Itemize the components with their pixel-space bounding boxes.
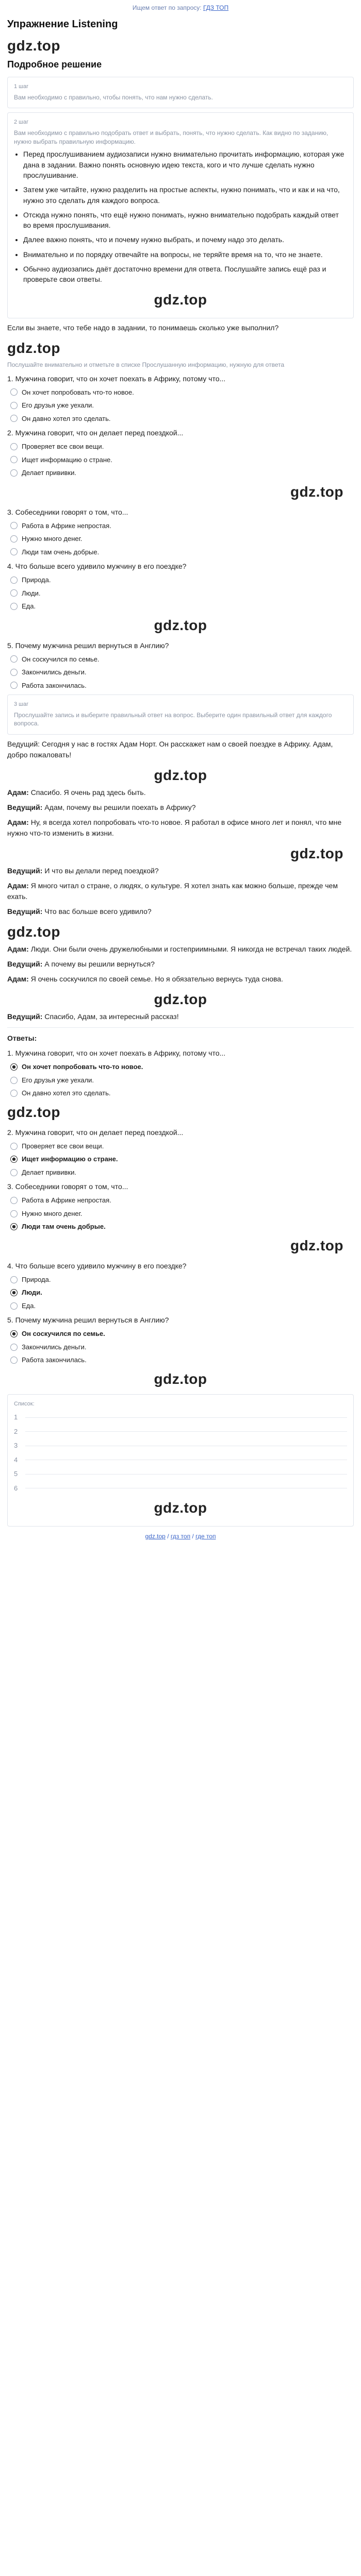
option-label: Люди.	[22, 1289, 42, 1297]
brand-logo: gdz.top	[154, 291, 207, 308]
answer-option[interactable]	[10, 1329, 354, 1339]
option-label: Люди там очень добрые.	[22, 548, 100, 556]
brand-logo: gdz.top	[154, 617, 207, 633]
line-text: Я много читал о стране, о людях, о культуре. Я хотел знать как можно больше, прежде чем ехать.	[7, 882, 338, 901]
radio-checked-icon[interactable]	[10, 1156, 18, 1163]
answer-option[interactable]	[10, 1287, 354, 1298]
numbered-list	[14, 1412, 347, 1493]
brand-logo: gdz.top	[7, 1104, 61, 1120]
option-label: Он соскучился по семье.	[22, 1330, 105, 1338]
answers-title: Ответы:	[7, 1034, 37, 1043]
line-text: Ну, я всегда хотел попробовать что-то новое. Я работал в офисе много лет и понял, что мне нужно что-то изменить в жизни.	[7, 818, 342, 838]
option-label: Работа закончилась.	[22, 1356, 87, 1364]
answer-option[interactable]	[10, 1062, 354, 1072]
prompt-intro: Если вы знаете, что тебе надо в задании, то понимаешь сколько уже выполнил?	[7, 323, 279, 332]
dialog-line	[7, 787, 354, 798]
line-text: Что вас больше всего удивило?	[44, 907, 152, 916]
option-label: Работа закончилась.	[22, 681, 87, 689]
answer-option[interactable]	[10, 1301, 354, 1311]
question-text: 5. Почему мужчина решил вернуться в Англию?	[7, 1316, 169, 1325]
prompt-instruction: Послушайте внимательно и отметьте в списке Прослушанную информацию, нужную для ответа	[7, 361, 285, 368]
answer-option[interactable]	[10, 1154, 354, 1164]
task-card-2	[7, 112, 354, 318]
question-text: 4. Что больше всего удивило мужчину в его поездке?	[7, 1261, 187, 1270]
brand-logo: gdz.top	[154, 767, 207, 784]
brand-logo: gdz.top	[290, 845, 343, 862]
dialog-intro: Ведущий: Сегодня у нас в гостях Адам Норт. Он расскажет нам о своей поездке в Африку. Адам, добро пожаловать!	[7, 740, 333, 759]
task-text: Вам необходимо с правильно подобрать ответ и выбрать, понять, что нужно сделать. Как видно по заданию, нужно выбрать правильную информацию.	[14, 129, 329, 145]
page-subtitle: Подробное решение	[7, 59, 102, 70]
answer-option[interactable]	[10, 1355, 354, 1365]
blank-line	[25, 1431, 347, 1432]
divider	[7, 1027, 354, 1028]
radio-icon[interactable]	[10, 402, 18, 409]
radio-icon[interactable]	[10, 577, 18, 584]
speaker: Ведущий:	[7, 1012, 43, 1021]
line-text: Адам, почему вы решили поехать в Африку?	[44, 803, 196, 812]
list-title: Список:	[14, 1400, 35, 1407]
line-text: И что вы делали перед поездкой?	[44, 867, 159, 875]
radio-icon[interactable]	[10, 589, 18, 597]
answer-option[interactable]	[10, 455, 354, 465]
question-text: 2. Мужчина говорит, что он делает перед поездкой...	[7, 1128, 184, 1137]
radio-icon[interactable]	[10, 603, 18, 610]
answer-option[interactable]	[10, 681, 354, 691]
option-label: Он давно хотел это сделать.	[22, 414, 111, 422]
page-title: Упражнение Listening	[7, 19, 118, 30]
option-label: Проверяет все свои вещи.	[22, 1142, 104, 1150]
task-text: Вам необходимо с правильно, чтобы понять, что нам нужно сделать.	[14, 93, 213, 101]
option-label: Закончились деньги.	[22, 668, 87, 676]
radio-icon[interactable]	[10, 1197, 18, 1204]
answer-option[interactable]	[10, 1222, 354, 1232]
answer-option[interactable]	[10, 1275, 354, 1285]
answer-option[interactable]	[10, 1167, 354, 1178]
option-label: Природа.	[22, 1275, 51, 1283]
option-label: Он соскучился по семье.	[22, 655, 100, 663]
brand-logo: gdz.top	[154, 1500, 207, 1516]
answer-option[interactable]	[10, 1075, 354, 1086]
radio-icon[interactable]	[10, 1169, 18, 1176]
answer-option[interactable]	[10, 468, 354, 478]
answer-option[interactable]	[10, 442, 354, 452]
answer-option[interactable]	[10, 400, 354, 411]
list-item: • Перед прослушиванием аудиозаписи нужно внимательно прочитать информацию, которая уже дана в задании. Важно понять основную идею текста, кого и что лучше сделать нужно прослушивание.	[23, 149, 347, 180]
item-number: 4	[14, 1455, 18, 1464]
radio-icon[interactable]	[10, 548, 18, 555]
speaker: Адам:	[7, 788, 29, 797]
answer-option[interactable]	[10, 1195, 354, 1206]
task-card-3	[7, 694, 354, 735]
top-notice-link[interactable]: ГДЗ ТОП	[203, 4, 229, 11]
speaker: Ведущий:	[7, 867, 43, 875]
option-label: Его друзья уже уехали.	[22, 1076, 94, 1084]
speaker: Ведущий:	[7, 907, 43, 916]
radio-icon[interactable]	[10, 522, 18, 529]
option-label: Люди.	[22, 589, 41, 597]
brand-logo: gdz.top	[7, 38, 61, 54]
answer-option[interactable]	[10, 521, 354, 531]
dialog-transcript	[7, 739, 354, 1022]
blank-line	[25, 1417, 347, 1418]
dialog-line	[7, 974, 354, 985]
line-text: Спасибо. Я очень рад здесь быть.	[30, 788, 146, 797]
brand-logo: gdz.top	[154, 1370, 207, 1387]
option-label: Его друзья уже уехали.	[22, 401, 94, 410]
dialog-line	[7, 880, 354, 902]
list-item	[14, 1483, 347, 1494]
answer-option[interactable]	[10, 654, 354, 665]
question-text: 3. Собеседники говорят о том, что...	[7, 1182, 128, 1191]
option-label: Природа.	[22, 576, 51, 584]
brand-logo: gdz.top	[154, 991, 207, 1008]
dialog-line	[7, 802, 354, 813]
answer-option[interactable]	[10, 667, 354, 677]
radio-checked-icon[interactable]	[10, 1063, 18, 1071]
list-item	[14, 1412, 347, 1422]
speaker: Ведущий:	[7, 960, 43, 969]
answer-option[interactable]	[10, 601, 354, 612]
footer-separator: /	[165, 1533, 171, 1540]
answer-option[interactable]	[10, 387, 354, 398]
footer-separator: /	[190, 1533, 196, 1540]
dialog-line	[7, 944, 354, 955]
task-number: 1 шаг	[14, 83, 29, 90]
option-label: Ищет информацию о стране.	[22, 1155, 118, 1163]
option-label: Работа в Африке непростая.	[22, 521, 111, 530]
list-card	[7, 1394, 354, 1527]
speaker: Адам:	[7, 818, 29, 827]
radio-icon[interactable]	[10, 415, 18, 422]
top-notice-prefix: Ищем ответ по запросу:	[132, 4, 203, 11]
list-item: • Отсюда нужно понять, что ещё нужно понимать, нужно внимательно подобрать каждый ответ во время прослушивания.	[23, 210, 347, 231]
list-item	[14, 1440, 347, 1451]
option-label: Люди там очень добрые.	[22, 1223, 106, 1231]
list-item: • Затем уже читайте, нужно разделить на простые аспекты, нужно понимать, что и как и на что, нужно это сделать для каждого вопроса.	[23, 184, 347, 206]
question-text: 3. Собеседники говорят о том, что...	[7, 507, 128, 516]
brand-logo: gdz.top	[290, 1237, 343, 1253]
option-label: Проверяет все свои вещи.	[22, 443, 104, 451]
option-label: Он хочет попробовать что-то новое.	[22, 388, 134, 396]
blank-line	[25, 1474, 347, 1475]
option-label: Делает прививки.	[22, 469, 76, 477]
radio-icon[interactable]	[10, 669, 18, 676]
brand-logo: gdz.top	[290, 483, 343, 500]
radio-checked-icon[interactable]	[10, 1223, 18, 1230]
footer	[7, 1532, 354, 1541]
dialog-line	[7, 959, 354, 970]
question-text: 4. Что больше всего удивило мужчину в его поездке?	[7, 562, 187, 571]
footer-link[interactable]: gdz.top	[145, 1533, 166, 1540]
list-item	[14, 1427, 347, 1437]
item-number: 6	[14, 1484, 18, 1492]
radio-icon[interactable]	[10, 1143, 18, 1150]
list-item	[14, 1469, 347, 1479]
list-item: • Далее важно понять, что и почему нужно выбрать, и почему надо это делать.	[23, 234, 347, 245]
line-text: Спасибо, Адам, за интересный рассказ!	[44, 1012, 179, 1021]
footer-link[interactable]: где топ	[195, 1533, 216, 1540]
dialog-line	[7, 866, 354, 876]
option-label: Он хочет попробовать что-то новое.	[22, 1063, 143, 1071]
radio-icon[interactable]	[10, 1302, 18, 1310]
task-text: Прослушайте запись и выберите правильный ответ на вопрос. Выберите один правильный ответ для каждого вопроса.	[14, 711, 332, 727]
speaker: Адам:	[7, 945, 29, 954]
option-label: Делает прививки.	[22, 1168, 76, 1176]
item-number: 3	[14, 1442, 18, 1450]
answer-option[interactable]	[10, 1342, 354, 1352]
question-text: 1. Мужчина говорит, что он хочет поехать в Африку, потому что...	[7, 1049, 226, 1058]
option-label: Нужно много денег.	[22, 535, 83, 543]
dialog-line	[7, 1011, 354, 1022]
radio-icon[interactable]	[10, 1077, 18, 1084]
item-number: 2	[14, 1427, 18, 1435]
answer-option[interactable]	[10, 414, 354, 424]
radio-checked-icon[interactable]	[10, 1289, 18, 1296]
dialog-line	[7, 906, 354, 917]
option-label: Он давно хотел это сделать.	[22, 1089, 111, 1097]
radio-icon[interactable]	[10, 469, 18, 477]
option-label: Ищет информацию о стране.	[22, 455, 112, 464]
radio-icon[interactable]	[10, 655, 18, 663]
radio-icon[interactable]	[10, 1357, 18, 1364]
radio-icon[interactable]	[10, 1344, 18, 1351]
radio-icon[interactable]	[10, 388, 18, 396]
question-block-a	[7, 374, 354, 691]
option-label: Работа в Африке непростая.	[22, 1196, 111, 1205]
radio-checked-icon[interactable]	[10, 1330, 18, 1337]
answer-block	[7, 1048, 354, 1365]
answer-option[interactable]	[10, 1141, 354, 1151]
speaker: Ведущий:	[7, 803, 43, 812]
speaker: Адам:	[7, 975, 29, 984]
option-label: Еда.	[22, 1301, 36, 1310]
footer-link[interactable]: гдз топ	[170, 1533, 191, 1540]
radio-icon[interactable]	[10, 456, 18, 463]
dialog-line	[7, 817, 354, 839]
radio-icon[interactable]	[10, 1210, 18, 1217]
option-label: Еда.	[22, 602, 36, 611]
list-item: • Обычно аудиозапись даёт достаточно времени для ответа. Послушайте запись ещё раз и проверьте свои ответы.	[23, 264, 347, 285]
line-text: А почему вы решили вернуться?	[44, 960, 155, 969]
question-text: 2. Мужчина говорит, что он делает перед поездкой...	[7, 429, 184, 437]
top-notice	[0, 0, 361, 14]
option-label: Закончились деньги.	[22, 1343, 87, 1351]
item-number: 1	[14, 1413, 18, 1421]
answer-option[interactable]	[10, 1088, 354, 1098]
radio-icon[interactable]	[10, 682, 18, 689]
brand-logo: gdz.top	[7, 340, 61, 356]
task-card-1	[7, 77, 354, 108]
question-text: 5. Почему мужчина решил вернуться в Англию?	[7, 641, 169, 650]
radio-icon[interactable]	[10, 1276, 18, 1283]
radio-icon[interactable]	[10, 1090, 18, 1097]
answer-option[interactable]	[10, 547, 354, 557]
question-text: 1. Мужчина говорит, что он хочет поехать в Африку, потому что...	[7, 374, 226, 383]
list-item: • Внимательно и по порядку отвечайте на вопросы, не теряйте время на то, что не знаете.	[23, 249, 347, 260]
hint-list	[14, 149, 347, 284]
line-text: Люди. Они были очень дружелюбными и гостеприимными. Я никогда не встречал таких людей.	[30, 945, 352, 954]
answer-option[interactable]	[10, 534, 354, 544]
list-item	[14, 1455, 347, 1465]
line-text: Я очень соскучился по своей семье. Но я обязательно вернусь туда снова.	[30, 975, 283, 984]
speaker: Адам:	[7, 882, 29, 890]
item-number: 5	[14, 1470, 18, 1478]
radio-icon[interactable]	[10, 535, 18, 543]
task-number: 3 шаг	[14, 701, 29, 708]
task-number: 2 шаг	[14, 119, 29, 126]
answer-option[interactable]	[10, 575, 354, 585]
option-label: Нужно много денег.	[22, 1209, 83, 1217]
radio-icon[interactable]	[10, 443, 18, 450]
answer-option[interactable]	[10, 1209, 354, 1219]
brand-logo: gdz.top	[7, 924, 61, 940]
answer-option[interactable]	[10, 588, 354, 599]
